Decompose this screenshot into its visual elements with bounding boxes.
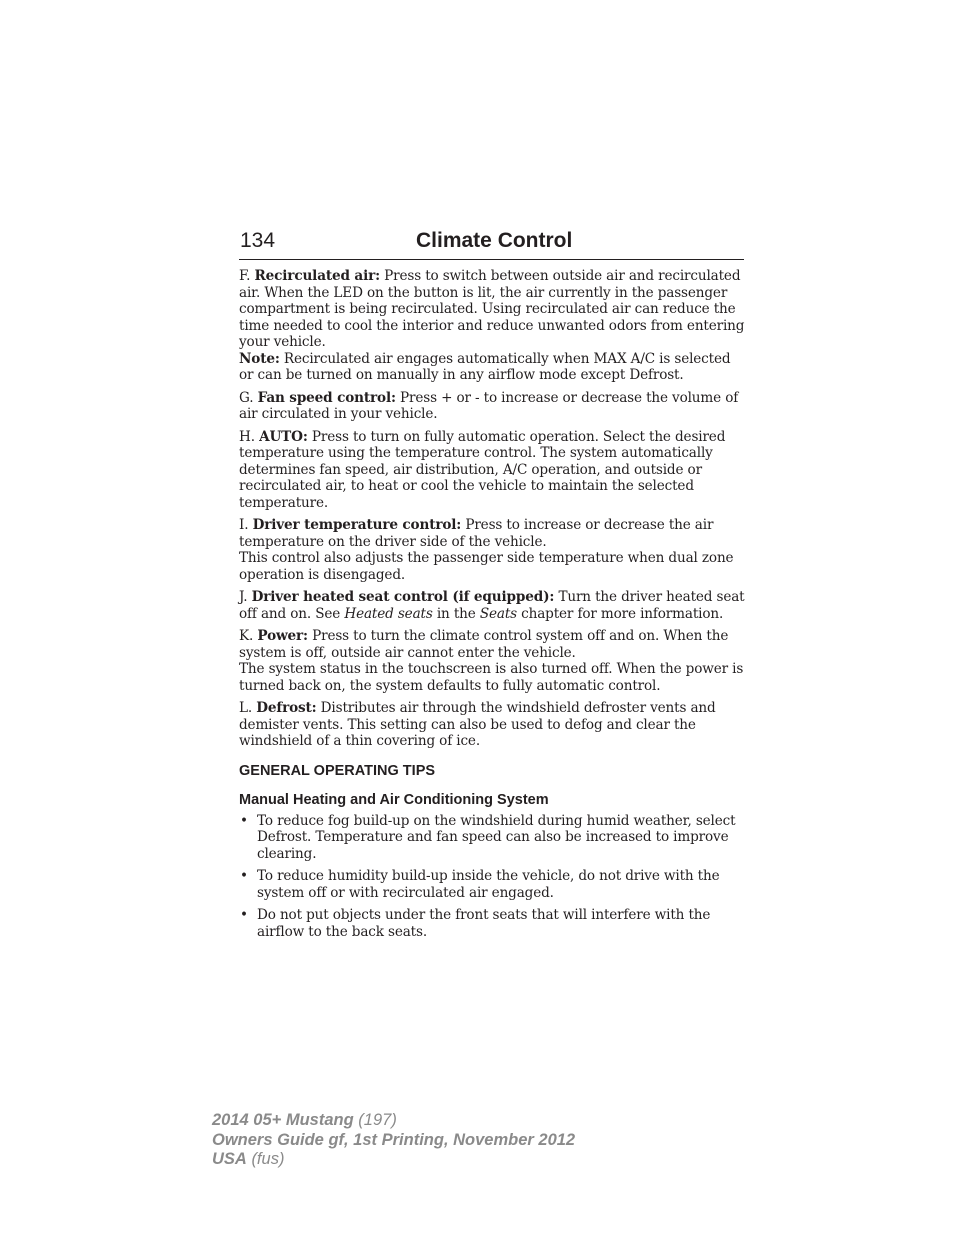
page-number: 134 xyxy=(240,229,276,252)
cross-reference-heated-seats: Heated seats xyxy=(344,605,433,622)
list-item xyxy=(239,813,745,863)
list-item-text: Do not put objects under the front seats that will interfere with the airflow to the back seats. xyxy=(257,907,711,940)
item-letter: H. xyxy=(239,428,255,445)
footer-line-1 xyxy=(212,1111,575,1131)
subsection-heading: Manual Heating and Air Conditioning System xyxy=(239,791,549,808)
footer-edition: Owners Guide gf, 1st Printing, November 2012 xyxy=(212,1130,576,1149)
footer-market: USA xyxy=(212,1150,247,1168)
item-paragraph xyxy=(239,429,745,512)
print-footer xyxy=(212,1111,575,1170)
item-label: Driver temperature control: xyxy=(252,517,462,533)
item-text: Press + or - to increase or decrease the volume of air circulated in your vehicle. xyxy=(239,389,739,422)
item-paragraph xyxy=(239,390,745,423)
item-fan-speed-control xyxy=(239,390,745,423)
footer-model: 2014 05+ Mustang xyxy=(212,1111,354,1129)
footer-line-2 xyxy=(212,1131,575,1151)
note-paragraph xyxy=(239,351,745,384)
item-text: Press to switch between outside air and recirculated air. When the LED on the button is lit, the air currently in the passenger compartment is being recirculated. Using recirculated air can reduce the time needed to cool the interior and reduce unwanted odors from entering your vehicle. xyxy=(239,268,745,350)
item-text: Turn the driver heated seat off and on. See xyxy=(239,589,745,622)
bullet-icon: • xyxy=(240,812,248,829)
item-text: in the xyxy=(436,605,476,622)
item-paragraph xyxy=(239,589,745,622)
footer-model-code: (197) xyxy=(358,1111,397,1129)
item-letter: F. xyxy=(239,268,251,284)
item-label: Driver heated seat control (if equipped): xyxy=(251,589,555,605)
item-power xyxy=(239,628,745,694)
page-title: Climate Control xyxy=(416,229,573,252)
item-label: Fan speed control: xyxy=(257,389,396,406)
footer-market-code: (fus) xyxy=(251,1150,285,1168)
item-paragraph xyxy=(239,517,745,550)
item-recirculated-air xyxy=(239,268,745,384)
item-defrost xyxy=(239,700,745,750)
item-extra-text: This control also adjusts the passenger side temperature when dual zone operation is disengaged. xyxy=(239,550,734,583)
cross-reference-seats: Seats xyxy=(479,605,517,622)
page-header xyxy=(239,228,744,260)
page-content xyxy=(239,268,745,946)
item-driver-heated-seat-control xyxy=(239,589,745,622)
item-letter: K. xyxy=(239,628,254,644)
item-text: Distributes air through the windshield defroster vents and demister vents. This setting can also be used to defog and clear the windshield of a thin covering of ice. xyxy=(239,700,716,749)
item-text: Press to increase or decrease the air temperature on the driver side of the vehicle. xyxy=(239,517,714,550)
item-auto xyxy=(239,429,745,512)
item-label: Power: xyxy=(257,628,308,644)
tips-list xyxy=(239,813,745,941)
item-letter: L. xyxy=(239,700,253,716)
note-text: Recirculated air engages automatically when MAX A/C is selected or can be turned on manually in any airflow mode except Defrost. xyxy=(239,350,731,383)
bullet-icon: • xyxy=(240,868,248,884)
note-label: Note: xyxy=(239,350,280,367)
bullet-icon: • xyxy=(240,907,248,923)
item-label: Recirculated air: xyxy=(254,268,380,284)
item-text: chapter for more information. xyxy=(521,605,724,622)
item-paragraph xyxy=(239,268,745,351)
item-paragraph xyxy=(239,628,745,661)
list-item-text: To reduce humidity build-up inside the vehicle, do not drive with the system off or with recirculated air engaged. xyxy=(257,868,720,901)
item-label: AUTO: xyxy=(259,428,308,445)
section-heading: GENERAL OPERATING TIPS xyxy=(239,762,436,779)
item-paragraph xyxy=(239,700,745,750)
item-text: Press to turn on fully automatic operation. Select the desired temperature using the temperature control. The system automatically determines fan speed, air distribution, A/C operation, and outside or recirculated air, to heat or cool the vehicle to maintain the selected temperature. xyxy=(239,428,726,511)
footer-line-3 xyxy=(212,1150,575,1170)
item-letter: G. xyxy=(239,389,254,406)
list-item-text: To reduce fog build-up on the windshield during humid weather, select Defrost. Temperature and fan speed can also be increased to improve clearing. xyxy=(257,812,736,862)
item-label: Defrost: xyxy=(256,700,317,716)
item-text: Press to turn the climate control system off and on. When the system is off, outside air cannot enter the vehicle. xyxy=(239,628,729,661)
item-letter: I. xyxy=(239,517,249,533)
item-extra-text: The system status in the touchscreen is also turned off. When the power is turned back on, the system defaults to fully automatic control. xyxy=(239,661,744,694)
list-item xyxy=(239,868,745,901)
item-driver-temperature-control xyxy=(239,517,745,583)
list-item xyxy=(239,907,745,940)
item-letter: J. xyxy=(239,589,248,605)
